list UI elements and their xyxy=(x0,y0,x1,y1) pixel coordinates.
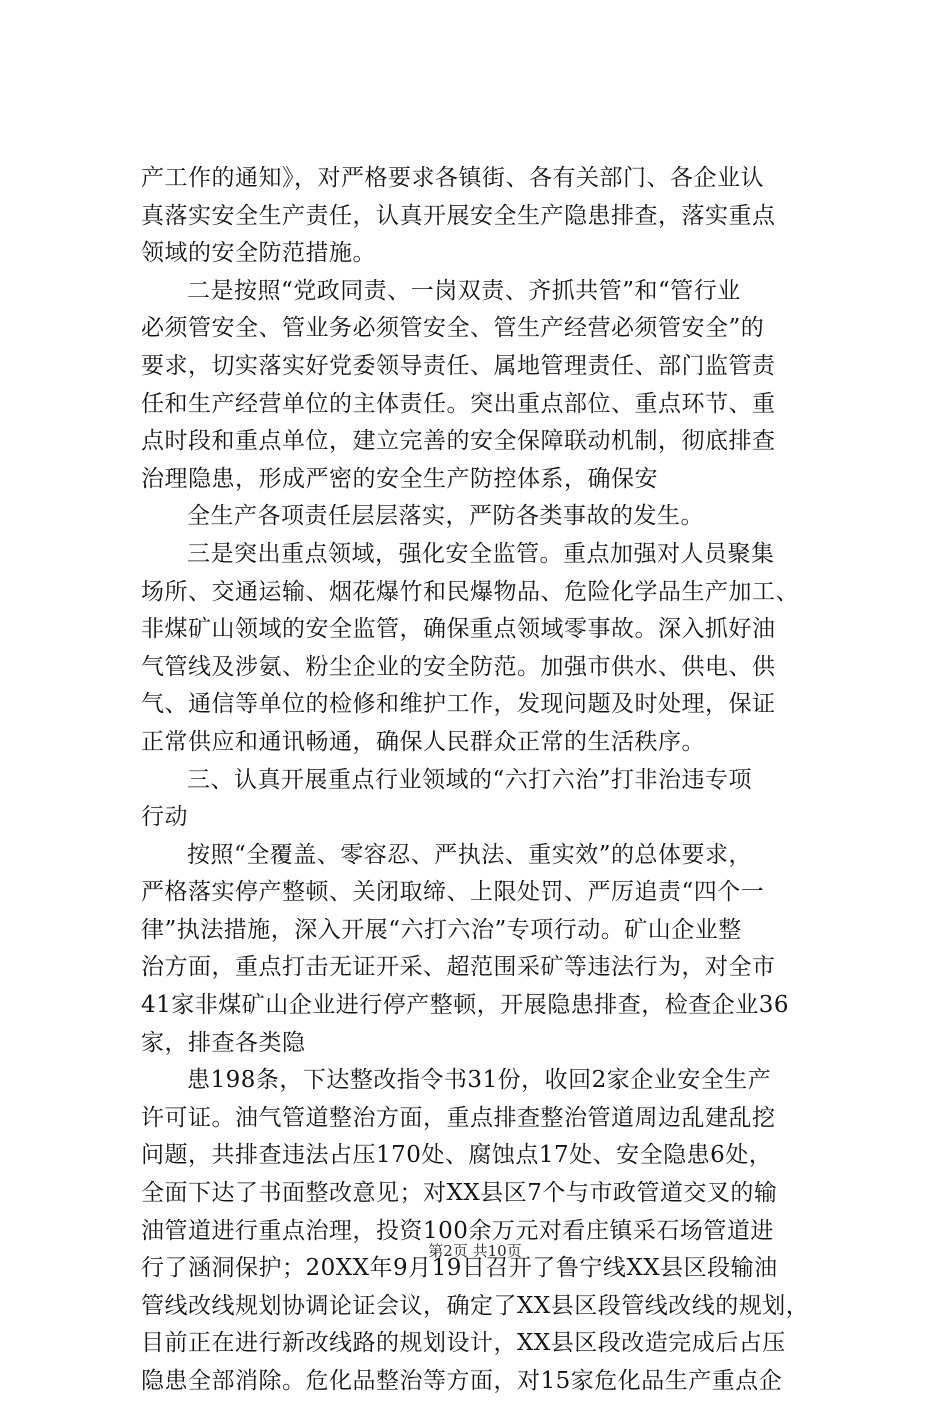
text-line: 许可证。油气管道整治方面，重点排查整治管道周边乱建乱挖 xyxy=(141,1104,776,1131)
text-line: 全生产各项责任层层落实，严防各类事故的发生。 xyxy=(187,503,704,530)
text-line: 真落实安全生产责任，认真开展安全生产隐患排查，落实重点 xyxy=(141,202,776,229)
text-line: 严格落实停产整顿、关闭取缔、上限处罚、严厉追责“四个一 xyxy=(141,879,765,906)
text-line: 患198条，下达整改指令书31份，收回2家企业安全生产 xyxy=(187,1067,772,1094)
text-line: 二是按照“党政同责、一岗双责、齐抓共管”和“管行业 xyxy=(187,277,741,304)
text-line: 行了涵洞保护；20XX年9月19日召开了鲁宁线XX县区段输油 xyxy=(141,1255,778,1282)
text-line: 管线改线规划协调论证会议，确定了XX县区段管线改线的规划， xyxy=(141,1292,810,1319)
text-line: 家，排查各类隐 xyxy=(141,1029,306,1056)
text-line: 领域的安全防范措施。 xyxy=(141,240,376,267)
text-line: 产工作的通知》，对严格要求各镇街、各有关部门、各企业认 xyxy=(141,165,764,191)
text-line: 目前正在进行新改线路的规划设计，XX县区段改造完成后占压 xyxy=(141,1330,786,1357)
body-text xyxy=(141,160,841,1401)
text-line: 必须管安全、管业务必须管安全、管生产经营必须管安全”的 xyxy=(141,315,765,342)
text-line: 隐患全部消除。危化品整治等方面，对15家危化品生产重点企 xyxy=(141,1368,783,1394)
text-line: 油管道进行重点治理，投资100余万元对看庄镇采石场管道进 xyxy=(141,1217,774,1244)
text-line: 场所、交通运输、烟花爆竹和民爆物品、危险化学品生产加工、 xyxy=(141,578,799,605)
text-line: 全面下达了书面整改意见；对XX县区7个与市政管道交叉的输 xyxy=(141,1180,778,1207)
text-line: 要求，切实落实好党委领导责任、属地管理责任、部门监管责 xyxy=(141,352,776,379)
text-line: 治理隐患，形成严密的安全生产防控体系，确保安 xyxy=(141,465,658,492)
text-line: 三是突出重点领域，强化安全监管。重点加强对人员聚集 xyxy=(187,540,775,567)
text-line: 非煤矿山领域的安全监管，确保重点领域零事故。深入抓好油 xyxy=(141,616,776,643)
text-line: 按照“全覆盖、零容忍、严执法、重实效”的总体要求， xyxy=(187,841,753,868)
text-line: 三、认真开展重点行业领域的“六打六治”打非治违专项 xyxy=(187,766,753,793)
text-line: 点时段和重点单位，建立完善的安全保障联动机制，彻底排查 xyxy=(141,428,776,455)
text-line: 任和生产经营单位的主体责任。突出重点部位、重点环节、重 xyxy=(141,390,776,417)
text-line: 正常供应和通讯畅通，确保人民群众正常的生活秩序。 xyxy=(141,728,705,755)
text-line: 律”执法措施，深入开展“六打六治”专项行动。矿山企业整 xyxy=(141,916,742,943)
text-line: 气、通信等单位的检修和维护工作，发现问题及时处理，保证 xyxy=(141,691,776,718)
text-line: 行动 xyxy=(141,804,188,831)
text-line: 气管线及涉氨、粉尘企业的安全防范。加强市供水、供电、供 xyxy=(141,653,776,680)
page-footer: 第2页 共10页 xyxy=(428,1242,522,1260)
text-line: 41家非煤矿山企业进行停产整顿，开展隐患排查，检查企业36 xyxy=(141,992,790,1019)
text-line: 问题，共排查违法占压170处、腐蚀点17处、安全隐患6处， xyxy=(141,1142,773,1169)
text-line: 治方面，重点打击无证开采、超范围采矿等违法行为，对全市 xyxy=(141,954,776,981)
